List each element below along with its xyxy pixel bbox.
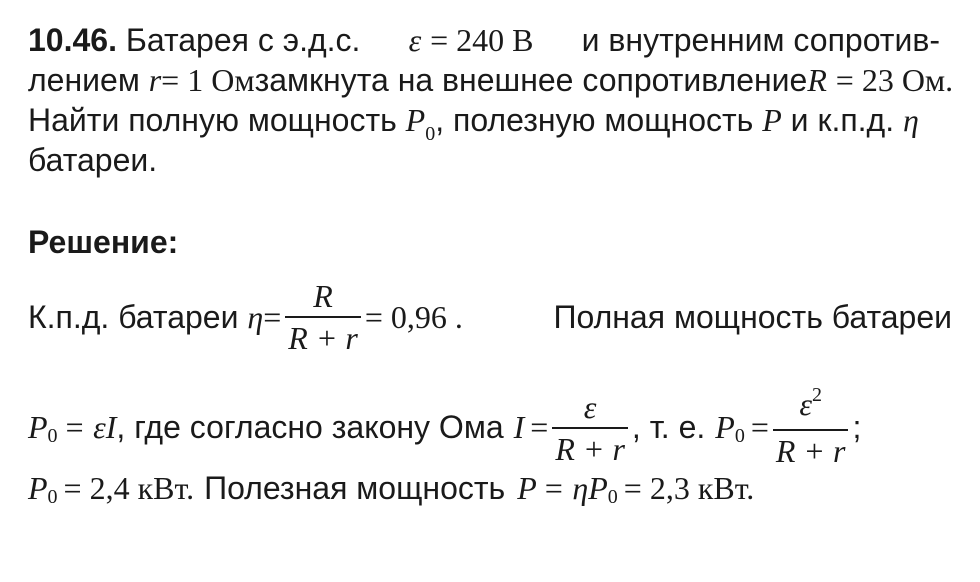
useful-power-value: = 2,3 кВт. <box>623 470 755 506</box>
problem-text: и к.п.д. <box>790 102 895 138</box>
external-resistance-value: = 23 Ом. <box>835 62 954 98</box>
fraction-numerator <box>796 384 825 429</box>
problem-text: замкнута на внешнее сопротивление <box>254 62 808 98</box>
power-superscript: 2 <box>811 384 822 406</box>
solution-text: Полезная мощность <box>204 470 506 506</box>
full-power-subscript: 0 <box>47 425 58 447</box>
external-resistance-symbol: R <box>807 62 827 98</box>
solution-heading: Решение: <box>28 224 179 260</box>
semicolon: ; <box>852 409 862 445</box>
equals-sign: = <box>530 409 549 445</box>
full-power-fraction <box>773 384 849 471</box>
solution-text: , где согласно закону Ома <box>116 409 504 445</box>
useful-power-expression: = ηP <box>542 470 608 506</box>
internal-resistance-symbol: r <box>148 62 162 98</box>
full-power-symbol: P <box>405 102 426 138</box>
internal-resistance-value: = 1 Ом <box>161 62 255 98</box>
problem-line-4 <box>28 140 157 180</box>
problem-text: батареи. <box>28 142 158 178</box>
useful-power-symbol: P <box>517 470 537 506</box>
solution-text: Полная мощность батареи <box>553 298 952 335</box>
efficiency-fraction <box>285 276 361 358</box>
problem-text: и внутренним сопротив- <box>581 22 940 58</box>
full-power-subscript: 0 <box>47 486 58 508</box>
full-power-expression: = εI <box>63 409 117 445</box>
full-power-value: = 2,4 кВт. <box>63 470 195 506</box>
efficiency-result: = 0,96 . <box>364 298 463 335</box>
problem-text: лением <box>28 62 140 98</box>
equals-sign: = <box>263 298 282 335</box>
full-power-symbol: P <box>715 409 735 445</box>
full-power-symbol: P <box>28 409 48 445</box>
emf-symbol: ε <box>799 386 812 422</box>
useful-power-symbol: P <box>762 102 782 138</box>
ohm-law-fraction <box>552 387 628 469</box>
problem-text: Батарея с э.д.с. <box>125 22 361 58</box>
fraction-numerator: ε <box>583 388 597 425</box>
efficiency-symbol: η <box>903 102 919 138</box>
full-power-subscript: 0 <box>425 123 436 145</box>
efficiency-symbol: η <box>247 298 264 335</box>
problem-text: Найти полную мощность <box>28 102 397 138</box>
full-power-symbol: P <box>28 470 48 506</box>
problem-text: , полезную мощность <box>435 102 754 138</box>
solution-text: , т. е. <box>631 409 706 445</box>
equals-sign: = <box>750 409 769 445</box>
fraction-numerator: R <box>313 278 333 314</box>
full-power-subscript: 0 <box>734 425 745 447</box>
emf-symbol: ε <box>408 22 422 58</box>
fraction-denominator: R + r <box>555 430 625 467</box>
fraction-denominator: R + r <box>775 433 846 469</box>
solution-text: К.п.д. батареи <box>28 298 239 335</box>
problem-line-2 <box>28 60 954 100</box>
solution-line-3 <box>28 470 754 507</box>
emf-value: = 240 В <box>430 22 534 58</box>
solution-line-1 <box>28 276 952 358</box>
current-symbol: I <box>513 409 525 445</box>
problem-line-3 <box>28 100 919 145</box>
problem-number: 10.46. <box>28 22 117 58</box>
problem-line-1 <box>28 20 940 60</box>
solution-line-2 <box>28 384 861 471</box>
fraction-denominator: R + r <box>288 320 358 356</box>
full-power-subscript: 0 <box>607 486 618 508</box>
